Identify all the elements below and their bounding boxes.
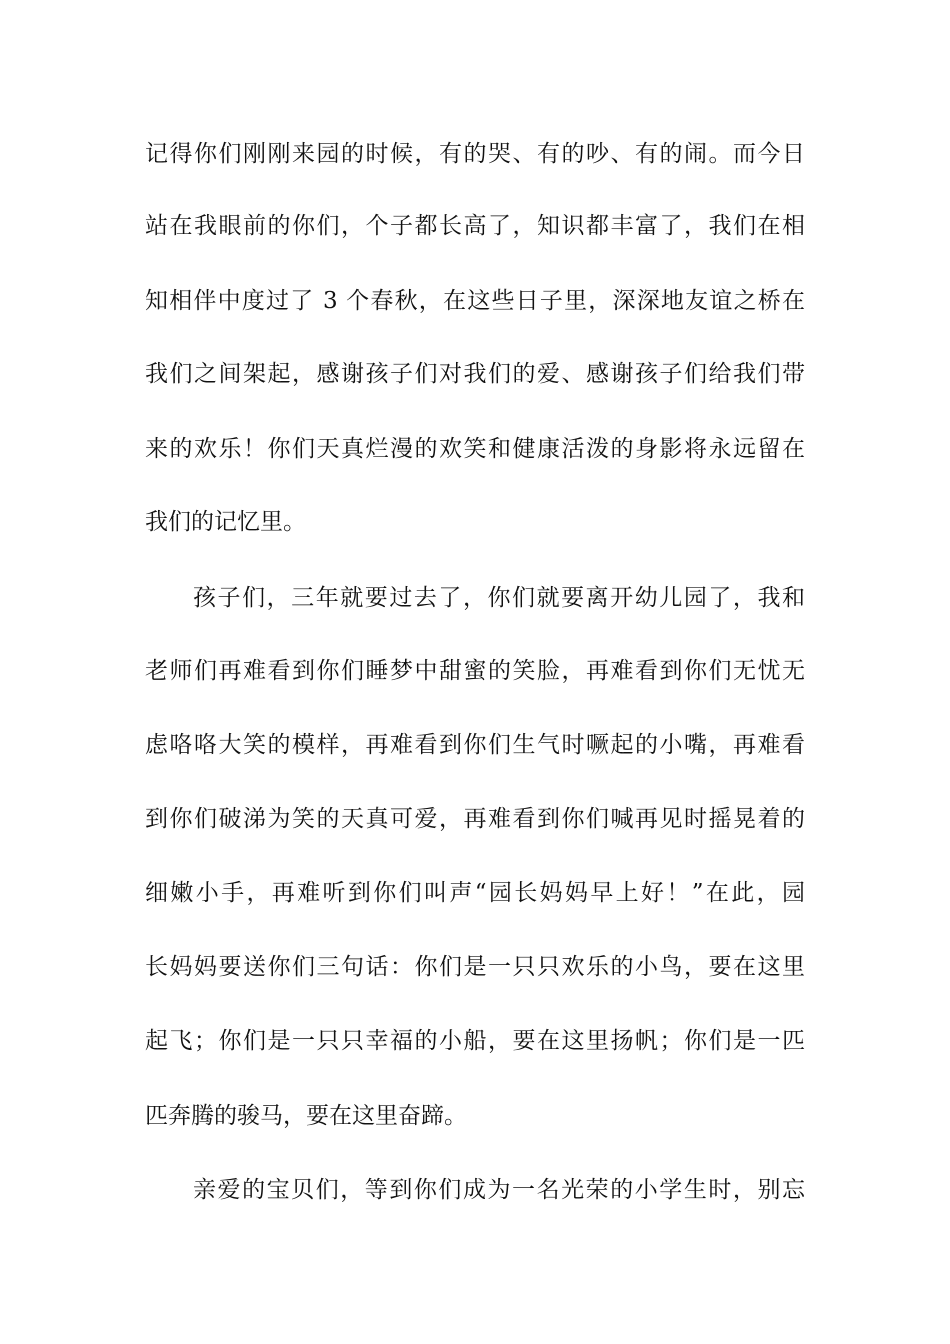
text-line [0,651,950,691]
line-text: 长妈妈要送你们三句话：你们是一只只欢乐的小鸟，要在这里 [145,954,805,980]
line-text: 孩子们，三年就要过去了，你们就要离开幼儿园了，我和 [193,585,805,611]
paragraph-first-line [0,1170,950,1210]
line-text: 到你们破涕为笑的天真可爱，再难看到你们喊再见时摇晃着的 [145,806,805,832]
line-text: 知相伴中度过了 3 个春秋，在这些日子里，深深地友谊之桥在 [145,288,805,314]
line-text: 我们之间架起，感谢孩子们对我们的爱、感谢孩子们给我们带 [145,361,805,387]
text-line [0,281,950,321]
text-line [0,429,950,469]
text-line [0,206,950,246]
text-line [0,799,950,839]
line-text: 老师们再难看到你们睡梦中甜蜜的笑脸，再难看到你们无忧无 [145,658,805,684]
line-text: 站在我眼前的你们，个子都长高了，知识都丰富了，我们在相 [145,213,805,239]
line-text: 匹奔腾的骏马，要在这里奋蹄。 [145,1103,467,1129]
text-line [0,725,950,765]
text-line [0,1021,950,1061]
text-line [0,947,950,987]
text-line [0,873,950,913]
line-text: 记得你们刚刚来园的时候，有的哭、有的吵、有的闹。而今日 [145,141,805,167]
text-line [0,1096,950,1136]
line-text: 细嫩小手，再难听到你们叫声“园长妈妈早上好！”在此，园 [145,880,805,906]
line-text: 来的欢乐！你们天真烂漫的欢笑和健康活泼的身影将永远留在 [145,436,805,462]
line-text: 虑咯咯大笑的模样，再难看到你们生气时噘起的小嘴，再难看 [145,732,805,758]
line-text: 起飞；你们是一只只幸福的小船，要在这里扬帆；你们是一匹 [145,1028,805,1054]
text-line [0,134,950,174]
text-line [0,354,950,394]
paragraph-first-line [0,578,950,618]
text-line [0,502,950,542]
line-text: 我们的记忆里。 [145,509,306,535]
line-text: 亲爱的宝贝们，等到你们成为一名光荣的小学生时，别忘 [193,1177,805,1203]
